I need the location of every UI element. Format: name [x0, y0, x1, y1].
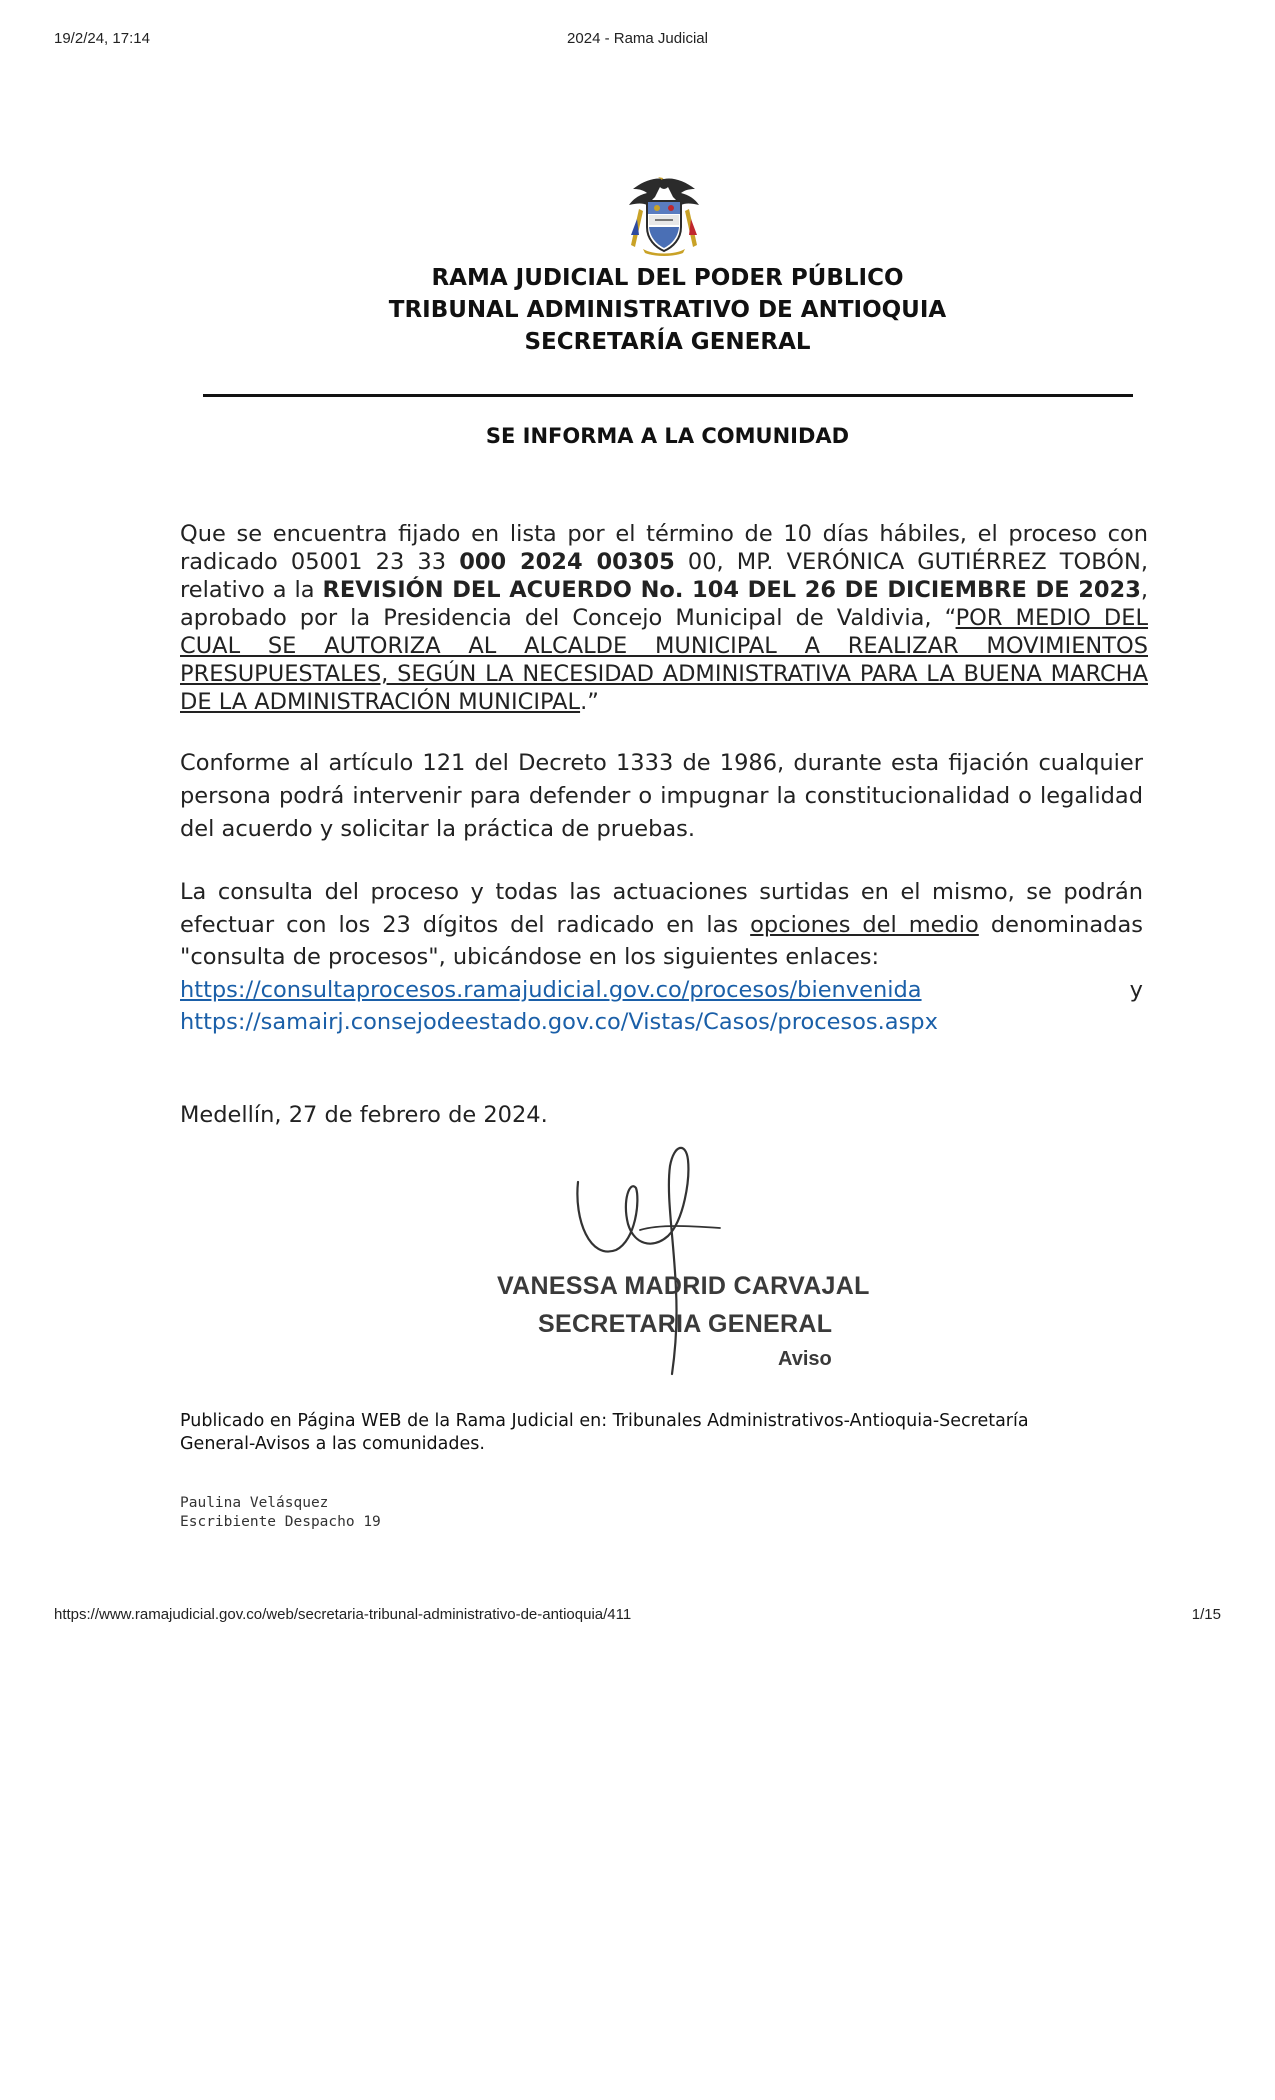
institution-name: RAMA JUDICIAL DEL PODER PÚBLICO [431, 265, 904, 291]
paragraph-text: denominadas "consulta de procesos", ubicándose en los siguientes enlaces: [180, 911, 1143, 970]
notice-paragraph-3 [180, 876, 1143, 1039]
clerk-name: Paulina Velásquez [180, 1495, 329, 1511]
consulta-procesos-link[interactable]: https://consultaprocesos.ramajudicial.gov.co/procesos/bienvenida [180, 976, 922, 1003]
tribunal-name: TRIBUNAL ADMINISTRATIVO DE ANTIOQUIA [388, 297, 947, 323]
colombia-coat-of-arms-icon [625, 175, 703, 257]
link-line [180, 974, 1143, 1007]
clerk-block [180, 1494, 381, 1532]
handwritten-signature [570, 1140, 750, 1380]
print-header [54, 30, 1221, 50]
paragraph-text: .” [580, 689, 599, 715]
paragraph-text: La consulta del proceso y todas las actuaciones surtidas en el mismo, se podrán efectuar con los 23 dígitos del radicado en las [180, 879, 1143, 938]
paragraph-text: , aprobado por la Presidencia del Concejo Municipal de Valdivia, “ [180, 577, 1149, 631]
signer-role: SECRETARIA GENERAL [538, 1310, 833, 1338]
signer-name: VANESSA MADRID CARVAJAL [497, 1272, 870, 1300]
notice-title: SE INFORMA A LA COMUNIDAD [485, 424, 850, 448]
print-page-title: 2024 - Rama Judicial [567, 30, 708, 47]
samai-link[interactable]: https://samairj.consejodeestado.gov.co/Vistas/Casos/procesos.aspx [180, 1009, 938, 1035]
notice-paragraph-1 [180, 520, 1148, 716]
paragraph-text: Que se encuentra fijado en lista por el término de 10 días hábiles, el proceso con radicado 05001 23 33 [180, 521, 1148, 575]
paragraph-text: 00, MP. VERÓNICA GUTIÉRREZ TOBÓN, relativo a la [180, 549, 1148, 603]
print-url: https://www.ramajudicial.gov.co/web/secretaria-tribunal-administrativo-de-antioquia/411 [54, 1606, 632, 1623]
case-number-bold: 000 2024 00305 [459, 549, 675, 575]
clerk-role: Escribiente Despacho 19 [180, 1514, 381, 1530]
agreement-reference-bold: REVISIÓN DEL ACUERDO No. 104 DEL 26 DE DICIEMBRE DE 2023 [322, 577, 1141, 603]
print-footer [54, 1606, 1221, 1626]
media-options-underlined: opciones del medio [750, 911, 979, 938]
notice-paragraph-2: Conforme al artículo 121 del Decreto 1333 de 1986, durante esta fijación cualquier persona podrá intervenir para defender o impugnar la constitucionalidad o legalidad del acuerdo y solicitar la práctica de pruebas. [180, 750, 1143, 842]
date-line: Medellín, 27 de febrero de 2024. [180, 1102, 548, 1128]
office-name: SECRETARÍA GENERAL [524, 329, 811, 355]
header-divider [203, 394, 1133, 397]
print-datetime: 19/2/24, 17:14 [54, 30, 150, 47]
conjunction: y [1129, 976, 1143, 1003]
print-page-count: 1/15 [1191, 1606, 1221, 1623]
notice-type-label: Aviso [778, 1348, 832, 1370]
publication-note: Publicado en Página WEB de la Rama Judicial en: Tribunales Administrativos-Antioquia-Secretaría General-Avisos a las comunidades. [180, 1411, 1029, 1454]
agreement-title-underlined: POR MEDIO DEL CUAL SE AUTORIZA AL ALCALDE MUNICIPAL A REALIZAR MOVIMIENTOS PRESUPUESTALES, SEGÚN LA NECESIDAD ADMINISTRATIVA PARA LA BUENA MARCHA DE LA ADMINISTRACIÓN MUNICIPAL [180, 605, 1149, 715]
